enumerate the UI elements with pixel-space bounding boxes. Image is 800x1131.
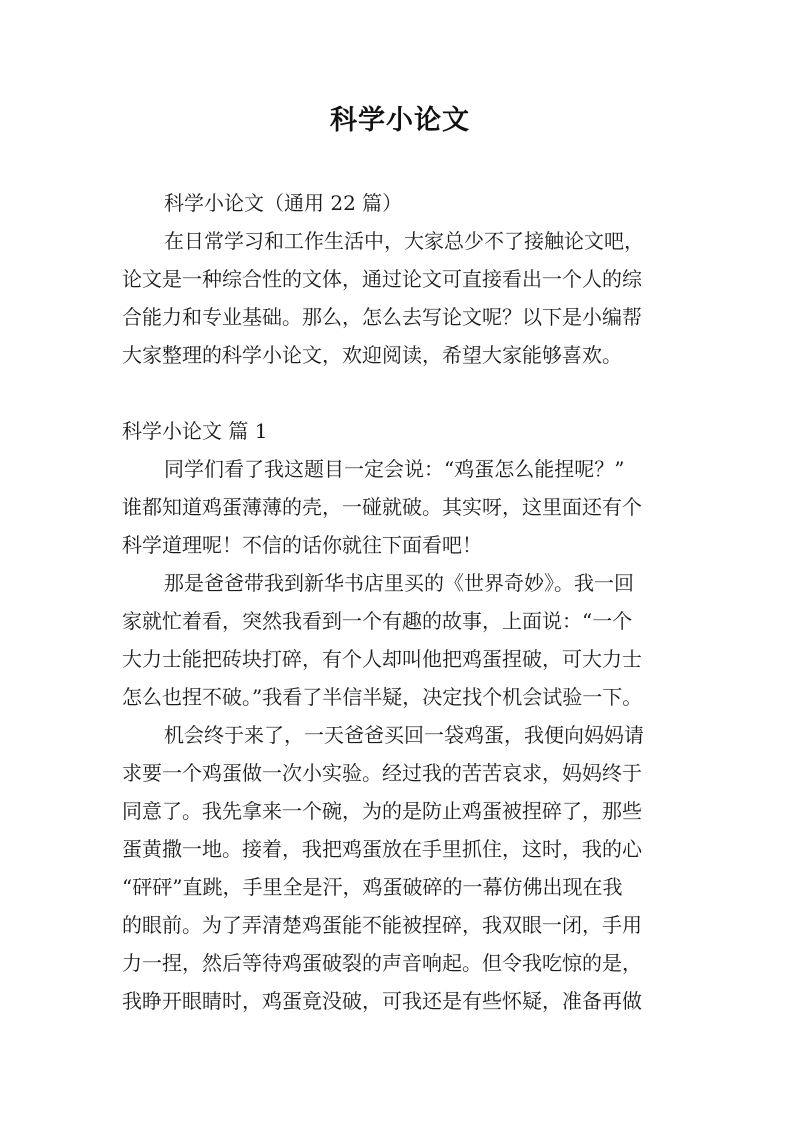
paragraph-line: 蛋黄撒一地。接着，我把鸡蛋放在手里抓住，这时，我的心 bbox=[122, 837, 642, 861]
paragraph-line: 同意了。我先拿来一个碗，为的是防止鸡蛋被捏碎了，那些 bbox=[122, 799, 642, 823]
intro-line: 在日常学习和工作生活中，大家总少不了接触论文吧， bbox=[164, 229, 644, 253]
intro-line: 论文是一种综合性的文体，通过论文可直接看出一个人的综 bbox=[122, 267, 642, 291]
body-paragraph bbox=[122, 716, 686, 1020]
paragraph-line: 大力士能把砖块打碎，有个人却叫他把鸡蛋捏破，可大力士 bbox=[122, 647, 642, 671]
paragraph-line: 那是爸爸带我到新华书店里买的《世界奇妙》。我一回 bbox=[164, 571, 634, 595]
paragraph-line: “砰砰”直跳，手里全是汗，鸡蛋破碎的一幕仿佛出现在我 bbox=[122, 875, 623, 899]
body-paragraph bbox=[122, 450, 686, 564]
paragraph-line: 科学道理呢！不信的话你就往下面看吧！ bbox=[122, 533, 482, 557]
paragraph-line: 怎么也捏不破。”我看了半信半疑，决定找个机会试验一下。 bbox=[122, 685, 643, 709]
body-paragraph bbox=[122, 564, 686, 716]
document-title: 科学小论文 bbox=[330, 105, 470, 136]
paragraph-line: 机会终于来了，一天爸爸买回一袋鸡蛋，我便向妈妈请 bbox=[164, 723, 644, 747]
intro-paragraph bbox=[122, 222, 686, 374]
paragraph-line: 谁都知道鸡蛋薄薄的壳，一碰就破。其实呀，这里面还有个 bbox=[122, 495, 642, 519]
paragraph-line: 的眼前。为了弄清楚鸡蛋能不能被捏碎，我双眼一闭，手用 bbox=[122, 913, 642, 937]
paragraph-line: 求要一个鸡蛋做一次小实验。经过我的苦苦哀求，妈妈终于 bbox=[122, 761, 642, 785]
document-subtitle: 科学小论文（通用 22 篇） bbox=[164, 191, 403, 215]
intro-line: 大家整理的科学小论文，欢迎阅读，希望大家能够喜欢。 bbox=[122, 343, 622, 367]
paragraph-line: 力一捏，然后等待鸡蛋破裂的声音响起。但令我吃惊的是， bbox=[122, 951, 642, 975]
document-body bbox=[122, 184, 686, 1020]
paragraph-line: 我睁开眼睛时，鸡蛋竟没破，可我还是有些怀疑，准备再做 bbox=[122, 989, 642, 1013]
section-heading: 科学小论文 篇 1 bbox=[122, 419, 268, 443]
paragraph-line: 家就忙着看，突然我看到一个有趣的故事，上面说：“一个 bbox=[122, 609, 633, 633]
intro-line: 合能力和专业基础。那么，怎么去写论文呢？以下是小编帮 bbox=[122, 305, 642, 329]
paragraph-line: 同学们看了我这题目一定会说：“鸡蛋怎么能捏呢？” bbox=[164, 457, 625, 481]
